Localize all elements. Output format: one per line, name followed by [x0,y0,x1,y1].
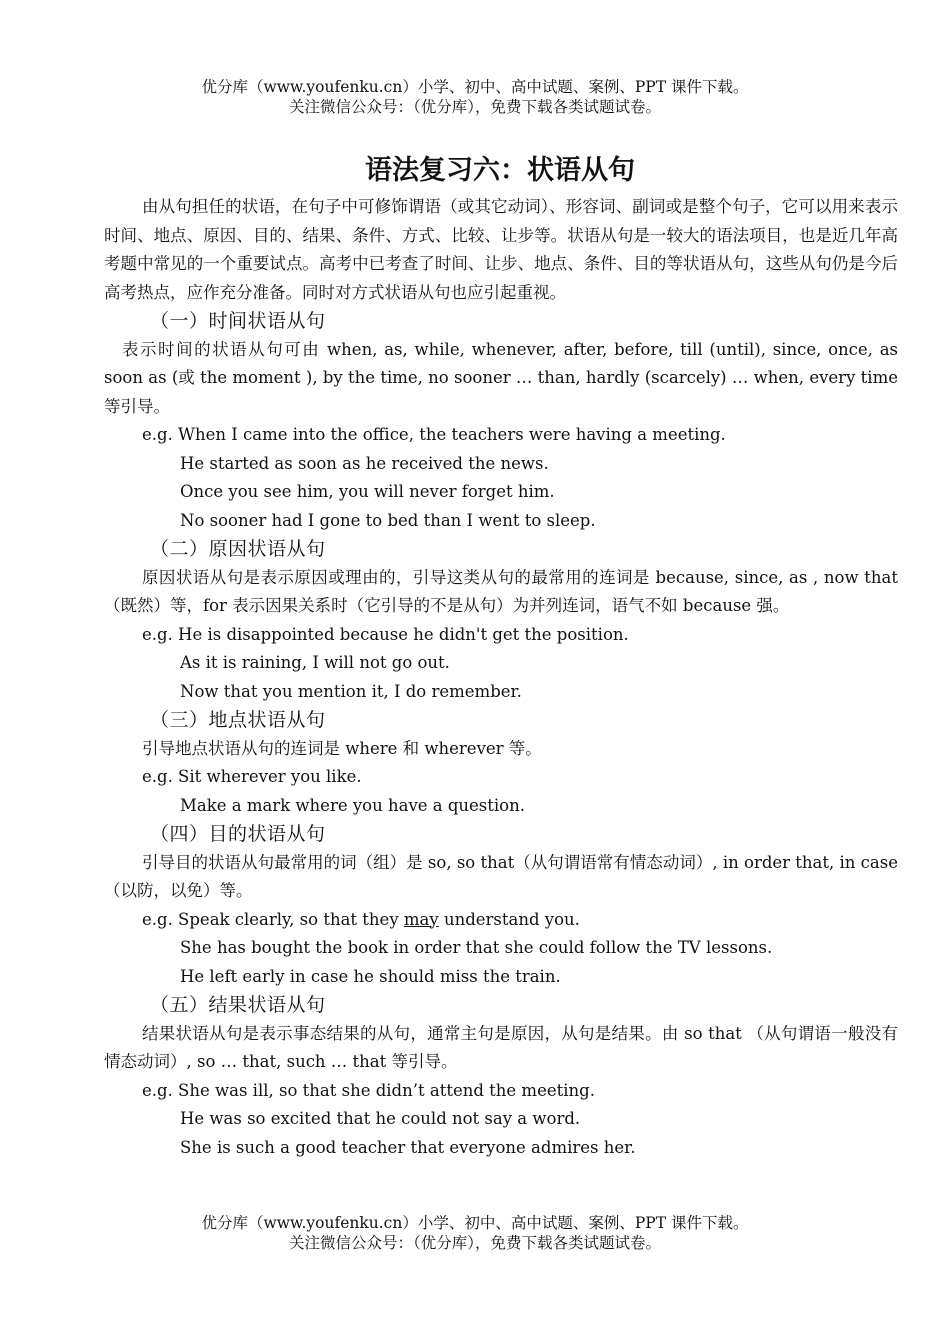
example-lead-result: e.g. She was ill, so that she didn’t attend the meeting. [142,1080,595,1100]
example-lead-place: e.g. Sit wherever you like. [142,767,362,786]
page-footer [0,1213,950,1253]
section-heading-time: （一）时间状语从句 [150,310,326,332]
example-sentence: He left early in case he should miss the train. [180,966,561,986]
section-heading-result: （五）结果状语从句 [150,994,326,1016]
example-sentence: As it is raining, I will not go out. [180,653,450,672]
section-desc-result: 结果状语从句是表示事态结果的从句，通常主句是原因，从句是结果。由 so that （从句谓语一般没有情态动词）, so … that, such … that 等引导。 [104,1023,898,1071]
intro-paragraph: 由从句担任的状语，在句子中可修饰谓语（或其它动词）、形容词、副词或是整个句子，它可以用来表示时间、地点、原因、目的、结果、条件、方式、比较、让步等。状语从句是一较大的语法项目，也是近几年高考题中常见的一个重要试点。高考中已考查了时间、让步、地点、条件、目的等状语从句，这些从句仍是今后高考热点，应作充分准备。同时对方式状语从句也应引起重视。 [104,197,898,302]
example-sentence: Make a mark where you have a question. [180,795,525,815]
section-desc-place: 引导地点状语从句的连词是 where 和 wherever 等。 [142,738,542,758]
document-body [104,193,898,1162]
footer-line-1: 优分库（www.youfenku.cn）小学、初中、高中试题、案例、PPT 课件下载。 [201,1214,749,1232]
example-text: understand you. [438,909,580,929]
example-sentence: He was so excited that he could not say a word. [180,1109,581,1128]
example-lead-purpose [104,906,898,935]
section-heading-cause: （二）原因状语从句 [150,538,326,560]
section-desc-purpose: 引导目的状语从句最常用的词（组）是 so, so that（从句谓语常有情态动词）, in order that, in case（以防，以免）等。 [104,852,898,900]
example-lead-time: e.g. When I came into the office, the teachers were having a meeting. [142,425,726,444]
example-sentence: She has bought the book in order that she could follow the TV lessons. [180,938,773,957]
footer-line-2: 关注微信公众号：（优分库），免费下载各类试题试卷。 [288,1234,661,1252]
example-sentence: He started as soon as he received the news. [180,453,549,473]
page-title: 语法复习六：状语从句 [365,155,635,186]
header-line-1: 优分库（www.youfenku.cn）小学、初中、高中试题、案例、PPT 课件下载。 [201,78,749,96]
header-line-2: 关注微信公众号：（优分库），免费下载各类试题试卷。 [288,98,661,116]
section-heading-place: （三）地点状语从句 [150,709,326,731]
example-sentence: Now that you mention it, I do remember. [180,681,522,701]
section-heading-purpose: （四）目的状语从句 [150,823,326,845]
section-desc-cause: 原因状语从句是表示原因或理由的，引导这类从句的最常用的连词是 because, since, as , now that（既然）等，for 表示因果关系时（它引导的不是从句）为并列连词，语气不如 because 强。 [104,567,898,615]
example-sentence: No sooner had I gone to bed than I went to sleep. [180,510,596,530]
section-desc-time: 表示时间的状语从句可由 when, as, while, whenever, after, before, till (until), since, once, as soon as (或 the moment ), by the time, no sooner … than, hardly (scarcely) … when, every time 等引导。 [104,339,898,416]
example-sentence: Once you see him, you will never forget him. [180,482,555,501]
page-header [0,77,950,117]
underlined-word: may [403,909,439,929]
example-lead-cause: e.g. He is disappointed because he didn't get the position. [142,624,629,644]
example-sentence: She is such a good teacher that everyone admires her. [180,1137,636,1157]
example-text: e.g. Speak clearly, so that they [142,909,404,929]
